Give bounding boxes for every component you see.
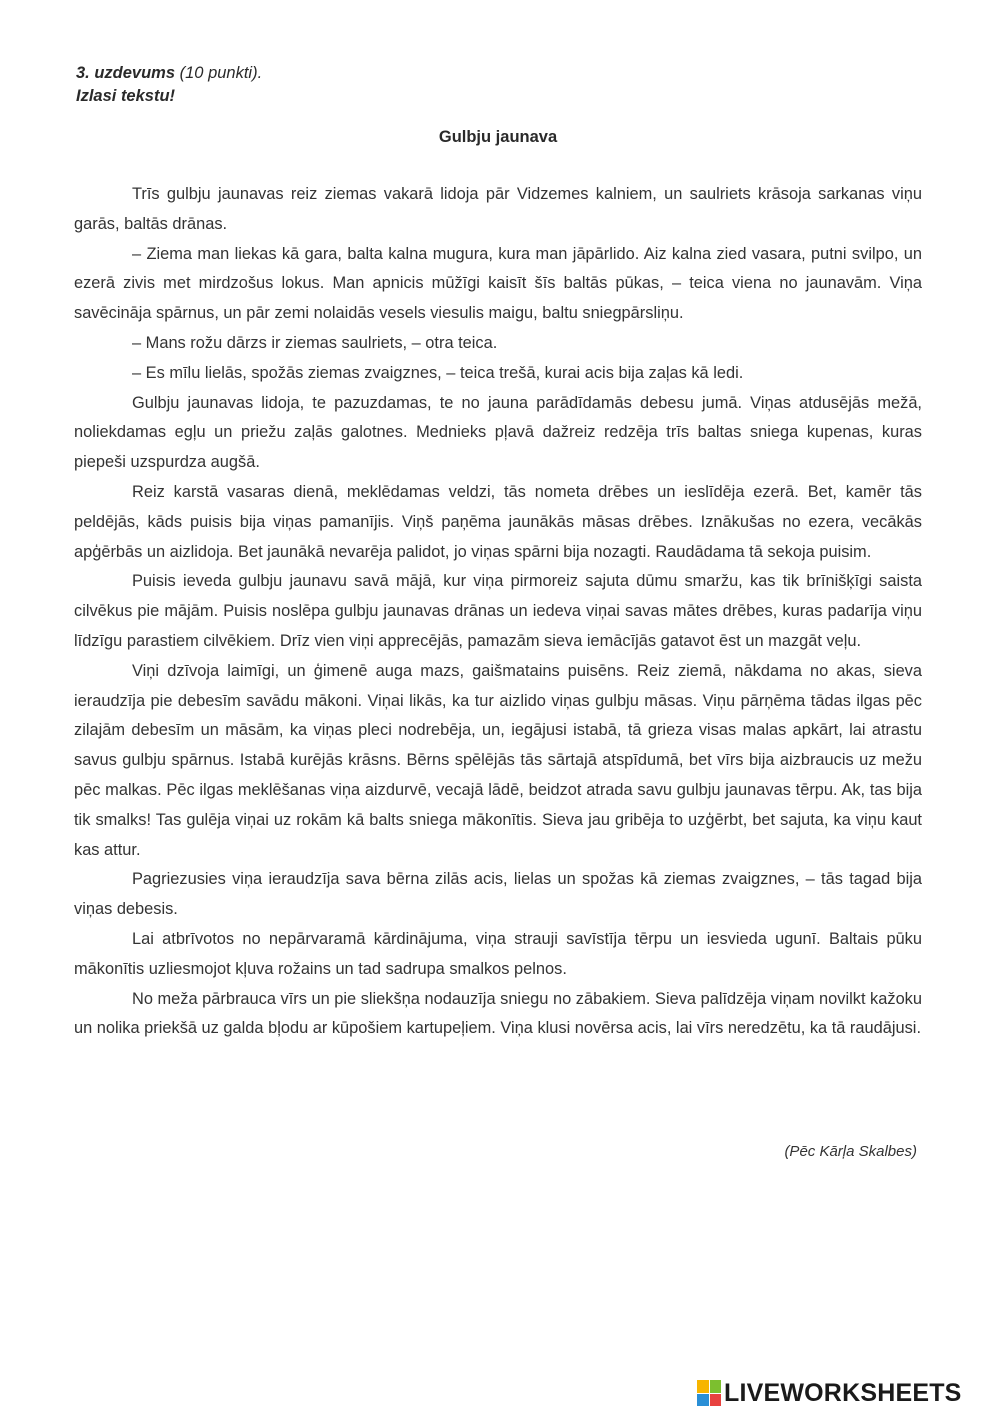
paragraph: Puisis ieveda gulbju jaunavu savā mājā, kur viņa pirmoreiz sajuta dūmu smaržu, kas tik brīnišķīgi saista cilvēkus pie mājām. Puisis noslēpa gulbju jaunavas drānas un iedeva viņai savas mātes drēbes, kuras padarīja viņu līdzīgu parastiem cilvēkiem. Drīz vien viņi apprecējās, pamazām sieva iemācījās gatavot ēst un mazgāt veļu. [74, 572, 922, 650]
story-title: Gulbju jaunava [438, 128, 558, 146]
instruction: Izlasi tekstu! [76, 87, 176, 105]
paragraph: Trīs gulbju jaunavas reiz ziemas vakarā lidoja pār Vidzemes kalniem, un saulriets krāsoja sarkanas viņu garās, baltās drānas. [74, 185, 922, 233]
paragraph: Gulbju jaunavas lidoja, te pazuzdamas, te no jauna parādīdamās debesu jumā. Viņas atdusējās mežā, noliekdamas egļu un priežu zaļās galotnes. Mednieks pļavā dažreiz redzēja trīs baltas sniega kupenas, kuras piepeši uzspurdza augšā. [74, 393, 922, 472]
paragraph: Viņi dzīvoja laimīgi, un ģimenē auga mazs, gaišmatains puisēns. Reiz ziemā, nākdama no akas, sieva ieraudzīja pie debesīm savādu mākoni. Viņai likās, ka tur aizlido viņas gulbju māsas. Viņu pārņēma tādas ilgas pēc zilajām debesīm un māsām, ka viņas pleci nodrebēja, un, iegājusi istabā, tā grieza visas malas apkārt, lai atrastu savus gulbju spārnus. Istabā kurējās krāsns. Bērns spēlējās tās sārtajā atspīdumā, bet vīrs bija aizbraucis uz mežu pēc malkas. Pēc ilgas meklēšanas viņa aizdurvē, vecajā lādē, beidzot atrada savu gulbju jaunavas tērpu. Ak, tas bija tik smalks! Tas gulēja viņai uz rokām kā balts sniega mākonītis. Sieva jau gribēja to uzģērbt, bet sajuta, ka viņu kaut kas attur. [74, 661, 922, 859]
paragraph: Lai atbrīvotos no nepārvaramā kārdinājuma, viņa strauji savīstīja tērpu un iesvieda ugunī. Baltais pūku mākonītis uzliesmojot kļuva rožains un tad sadrupa smalkos pelnos. [74, 929, 922, 978]
paragraph: – Es mīlu lielās, spožās ziemas zvaigznes, – teica trešā, kurai acis bija zaļas kā ledi. [132, 363, 744, 382]
paragraph: No meža pārbrauca vīrs un pie sliekšņa nodauzīja sniegu no zābakiem. Sieva palīdzēja viņam novilkt kažoku un nolika priekšā uz galda bļodu ar kūpošiem kartupeļiem. Viņa klusi novērsa acis, lai vīrs neredzētu, ka tā raudājusi. [74, 989, 922, 1038]
author-attribution: (Pēc Kārļa Skalbes) [784, 1143, 917, 1160]
task-points: (10 punkti). [179, 64, 263, 82]
liveworksheets-logo[interactable] [697, 1378, 962, 1408]
liveworksheets-logo-icon [697, 1380, 721, 1406]
paragraph: – Mans rožu dārzs ir ziemas saulriets, – otra teica. [132, 333, 498, 352]
task-header [76, 62, 262, 84]
paragraph: – Ziema man liekas kā gara, balta kalna mugura, kura man jāpārlido. Aiz kalna zied vasara, putni svilpo, un ezerā zivis met mirdzošus lokus. Man apnicis mūžīgi kaisīt šīs baltās pūkas, – teica viena no jaunavām. Viņa savēcināja spārnus, un pār zemi nolaidās vesels viesulis maigu, baltu sniegpārsliņu. [74, 244, 922, 323]
paragraph: Pagriezusies viņa ieraudzīja sava bērna zilās acis, lielas un spožas kā ziemas zvaigznes, – tās tagad bija viņas debesis. [74, 870, 922, 919]
paragraph: Reiz karstā vasaras dienā, meklēdamas veldzi, tās nometa drēbes un ieslīdēja ezerā. Bet, kamēr tās peldējās, kāds puisis bija viņas pamanījis. Viņš paņēma jaunākās māsas drēbes. Iznākušas no ezera, vecākās apģērbās un aizlidoja. Bet jaunākā nevarēja palidot, jo viņas spārni bija nozagti. Raudādama tā sekoja puisim. [74, 482, 922, 561]
task-label: 3. uzdevums [76, 64, 176, 82]
logo-text: LIVEWORKSHEETS [724, 1379, 962, 1407]
story-text [74, 180, 922, 1044]
